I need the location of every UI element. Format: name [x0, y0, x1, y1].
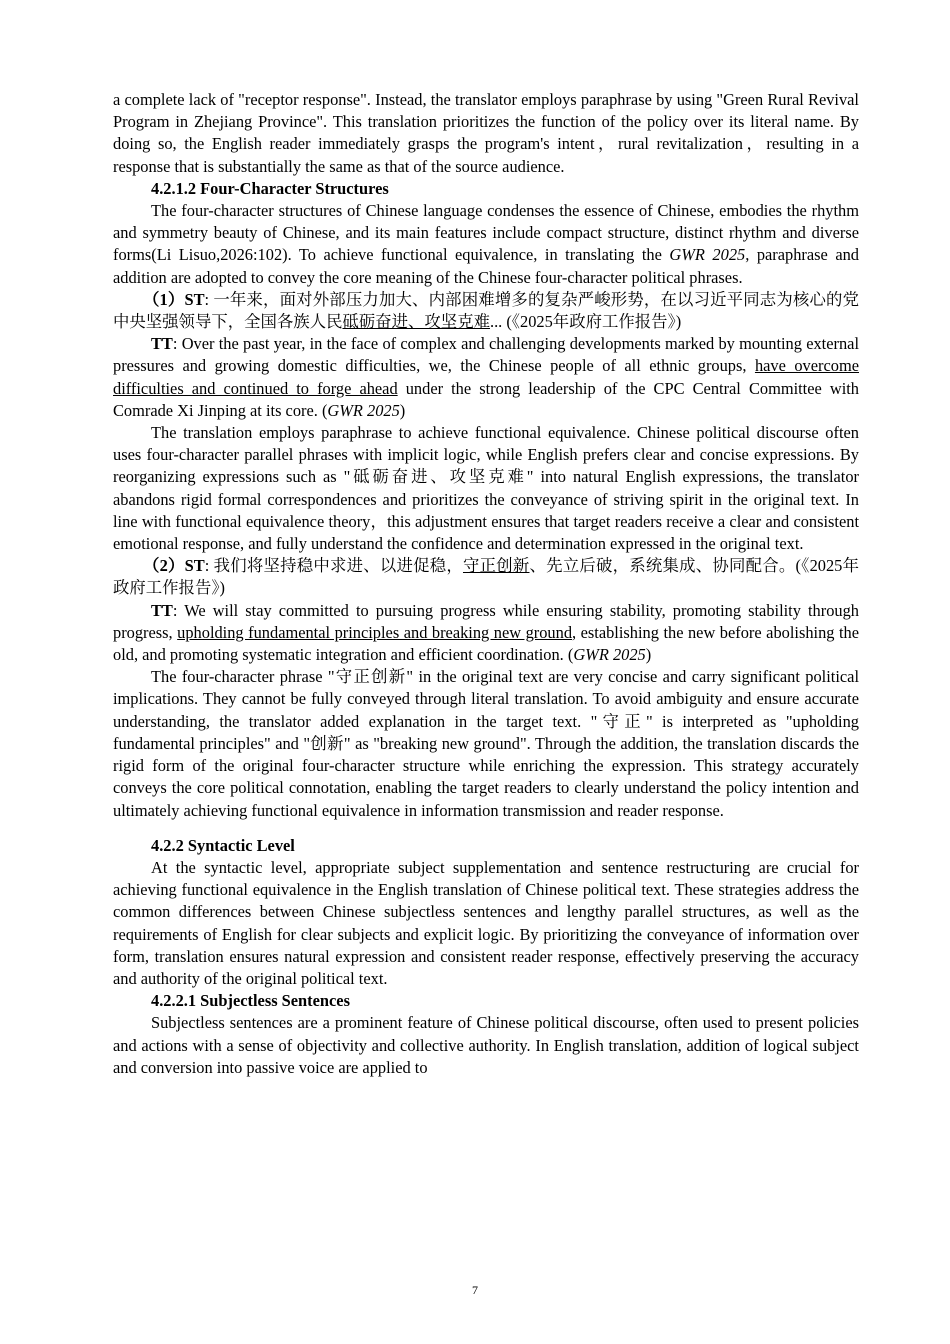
- tt-label: TT: [151, 600, 173, 620]
- text-span: ... (《2025年政府工作报告》): [489, 312, 682, 332]
- text-span: : 一年来，面对外部压力加大、内部困难增多的复杂严峻形势，在以习近平同志为核心的党中央坚强领导下，全国各族人民: [113, 289, 859, 332]
- underlined-phrase: 砥砺奋进、攻坚克难: [342, 312, 490, 332]
- section-heading-4-2-1-2: 4.2.1.2 Four-Character Structures: [151, 178, 389, 198]
- example-1-target: [113, 333, 859, 422]
- four-character-paragraph: [113, 200, 859, 289]
- source-abbrev: GWR 2025: [327, 400, 400, 420]
- subjectless-paragraph: Subjectless sentences are a prominent feature of Chinese political discourse, often used to present policies and actions with a sense of objectivity and collective authority. In English translation, addition of logical subject and conversion into passive voice are applied to: [113, 1013, 859, 1077]
- intro-paragraph: a complete lack of "receptor response". Instead, the translator employs paraphrase by using "Green Rural Revival Program in Zhejiang Province". This translation prioritizes the function of the policy over its literal name. By doing so, the English reader immediately grasps the program's intent，rural revitalization，resulting in a response that is substantially the same as that of the source audience.: [113, 90, 859, 176]
- st-label: （2）ST: [143, 556, 205, 576]
- underlined-phrase: have overcome difficulties and continued to forge ahead: [113, 356, 859, 398]
- section-heading-4-2-2: 4.2.2 Syntactic Level: [151, 835, 295, 855]
- text-span: : Over the past year, in the face of complex and challenging developments marked by mounting external pressures and growing domestic difficulties, we, the Chinese people of all ethnic groups,: [113, 334, 859, 376]
- syntactic-paragraph: At the syntactic level, appropriate subject supplementation and sentence restructuring are crucial for achieving functional equivalence in the English translation of Chinese political text. These strategies address the common differences between Chinese subjectless sentences and lengthy parallel structures, as well as the requirements of English for clear subjects and explicit logic. By prioritizing the conveyance of information over form, translation ensures natural expression and consistent reader response, effectively preserving the accuracy and authority of the original political text.: [113, 857, 859, 988]
- text-span: ): [399, 400, 406, 420]
- text-span: , paraphrase and addition are adopted to convey the core meaning of the Chinese four-character political phrases.: [113, 245, 859, 287]
- underlined-phrase: upholding fundamental principles and breaking new ground: [177, 622, 573, 642]
- example-1-source: [113, 289, 859, 333]
- example-2-source: [113, 555, 859, 599]
- text-span: : We will stay committed to pursuing progress while ensuring stability, promoting stability through progress,: [113, 600, 859, 642]
- text-span: ): [645, 645, 652, 665]
- text-span: : 我们将坚持稳中求进、以进促稳，: [204, 556, 463, 576]
- document-page: [113, 89, 859, 1079]
- example-2-analysis: The four-character phrase "守正创新" in the original text are very concise and carry significant political implications. They cannot be fully conveyed through literal translation. To avoid ambiguity and ensure accurate understanding, the translator added explanation in the target text. "守正" is interpreted as "upholding fundamental principles" and "创新" as "breaking new ground". Through the addition, the translation discards the rigid form of the original four-character structure while enriching the expression. This strategy accurately conveys the core political connotation, enabling the target readers to clearly understand the policy intention and ultimately achieving functional equivalence in information transmission and reader response.: [113, 667, 859, 820]
- example-1-analysis: The translation employs paraphrase to achieve functional equivalence. Chinese political discourse often uses four-character parallel phrases with implicit logic, while English prefers clear and concise expressions. By reorganizing expressions such as "砥砺奋进、攻坚克难" into natural English expressions, the translator abandons rigid formal correspondences and prioritizes the conveyance of striving spirit in the original text. In line with functional equivalence theory，this adjustment ensures that target readers receive a clear and consistent emotional response, and fully understand the confidence and determination expressed in the original text.: [113, 423, 859, 554]
- text-span: , establishing the new before abolishing the old, and promoting systematic integration and efficient coordination. (: [113, 622, 859, 665]
- tt-label: TT: [151, 334, 173, 354]
- text-span: The four-character structures of Chinese language condenses the essence of Chinese, embodies the rhythm and symmetry beauty of Chinese, and its main features include compact structure, distinct rhythm and diverse forms(Li Lisuo,2026:102). To achieve functional equivalence, in translating the: [113, 201, 859, 265]
- section-heading-4-2-2-1: 4.2.2.1 Subjectless Sentences: [151, 991, 350, 1011]
- source-abbrev: GWR 2025: [573, 645, 646, 665]
- text-span: under the strong leadership of the CPC Central Committee with Comrade Xi Jinping at its core. (: [113, 378, 859, 420]
- st-label: （1）ST: [143, 289, 205, 309]
- underlined-phrase: 守正创新: [462, 556, 530, 576]
- text-span: 、先立后破，系统集成、协同配合。(《2025年政府工作报告》): [113, 556, 859, 598]
- example-2-target: [113, 600, 859, 667]
- page-number: 7: [472, 1283, 478, 1297]
- source-abbrev: GWR 2025: [669, 245, 746, 265]
